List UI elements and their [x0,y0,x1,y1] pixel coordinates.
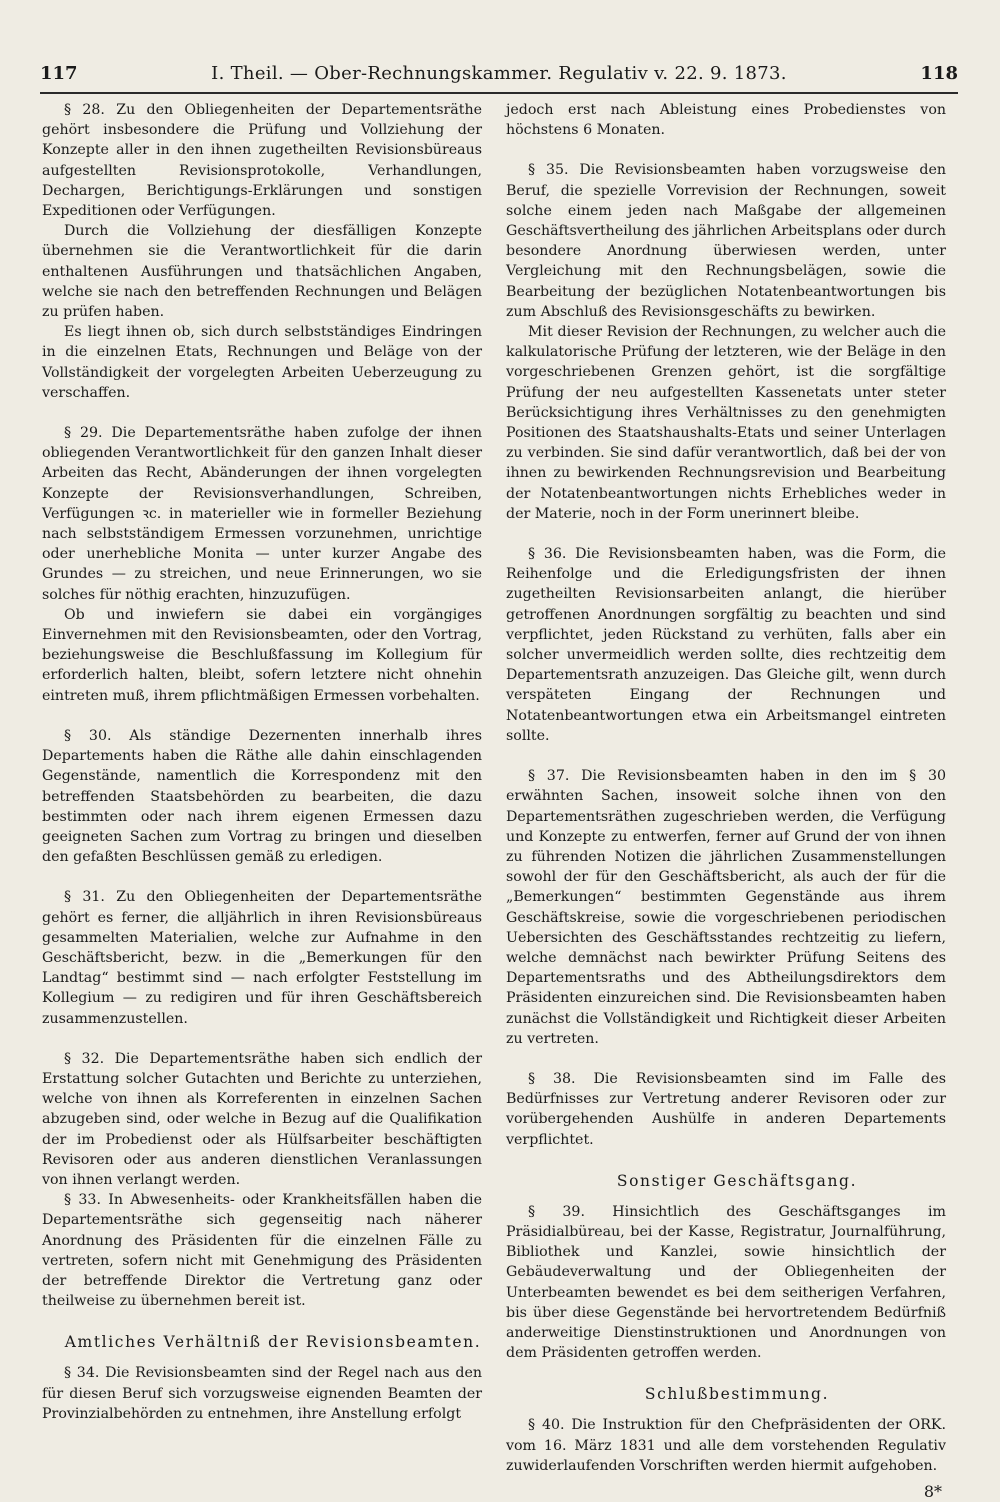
paragraph-28b: Durch die Vollziehung der diesfälligen Konzepte übernehmen sie die Verantwortlichkeit für die darin enthaltenen Ausführungen und thatsächlichen Angaben, welche sie nach den betreffenden Rechnungen und Belägen zu prüfen haben. [42,223,482,321]
page-number-left: 117 [40,63,78,84]
right-column [506,100,946,1502]
paragraph-30: § 30. Als ständige Dezernenten innerhalb ihres Departements haben die Räthe alle dahin einschlagenden Gegenstände, namentlich die Korrespondenz mit den betreffenden Staatsbehörden zu bearbeiten, die dazu bestimmten oder nach ihrem eigenen Ermessen dazu geeigneten Sachen zum Vortrag zu bringen und dieselben den gefaßten Beschlüssen gemäß zu erledigen. [42,727,482,866]
paragraph-33: § 33. In Abwesenheits- oder Krankheitsfällen haben die Departementsräthe sich gegenseitig nach näherer Anordnung des Präsidenten für die einzelnen Fälle zu vertreten, sofern nicht mit Genehmigung des Präsidenten der betreffende Direktor die Vertretung ganz oder theilweise zu übernehmen bereit ist. [42,1192,482,1310]
paragraph-36: § 36. Die Revisionsbeamten haben, was die Form, die Reihenfolge und die Erledigungsfristen der ihnen zugetheilten Revisionsarbeiten anlangt, die hierüber getroffenen Anordnungen sorgfältig zu beachten und sind verpflichtet, jeden Rückstand zu verhüten, falls aber ein solcher unvermeidlich werden sollte, dies rechtzeitig dem Departementsrath anzuzeigen. Das Gleiche gilt, wenn durch verspäteten Eingang der Rechnungen und Notatenbeantwortungen etwa ein Arbeitsmangel eintreten sollte. [506,546,946,744]
paragraph-34: § 34. Die Revisionsbeamten sind der Regel nach aus den für diesen Beruf sich vorzugsweise eignenden Beamten der Provinzialbehörden zu entnehmen, ihre Anstellung erfolgt [42,1365,482,1422]
header-rule [40,92,958,94]
paragraph-32: § 32. Die Departementsräthe haben sich endlich der Erstattung solcher Gutachten und Berichte zu unterziehen, welche von ihnen als Korreferenten in einzelnen Sachen abzugeben sind, oder welche in Bezug auf die Qualifikation der im Probedienst oder als Hülfsarbeiter beschäftigten Revisoren oder aus anderen dienstlichen Veranlassungen von ihnen verlangt werden. [42,1050,482,1188]
paragraph-37: § 37. Die Revisionsbeamten haben in den im § 30 erwähnten Sachen, insoweit solche ihnen von den Departementsräthen zugeschrieben werden, die Verfügung und Konzepte zu entwerfen, ferner auf Grund der von ihnen zu führenden Notizen die jährlichen Zusammenstellungen sowohl der für den Geschäftsbericht, als auch der für die „Bemerkungen“ bestimmten Gegenstände aus ihrem Geschäftskreise, sowie die vorgeschriebenen periodischen Uebersichten des Geschäftsstandes rechtzeitig zu liefern, welche demnächst nach bewirkter Prüfung Seitens des Departementsraths und des Abtheilungsdirektors dem Präsidenten einzureichen sind. Die Revisionsbeamten haben zunächst die Vollständigkeit und Richtigkeit dieser Arbeiten zu vertreten. [506,768,946,1047]
paragraph-38: § 38. Die Revisionsbeamten sind im Falle des Bedürfnisses zur Vertretung anderer Revisoren oder zur vorübergehenden Aushülfe in anderen Departements verpflichtet. [506,1070,946,1148]
signature-mark: 8* [923,1481,942,1501]
paragraph-34-continued: jedoch erst nach Ableistung eines Probedienstes von höchstens 6 Monaten. [506,102,946,139]
paragraph-35a: § 35. Die Revisionsbeamten haben vorzugsweise den Beruf, die spezielle Vorrevision der Rechnungen, soweit solche einem jeden nach Maßgabe der allgemeinen Geschäftsvertheilung des jährlichen Arbeitsplans oder durch besondere Anordnung überwiesen werden, unter Vergleichung mit den Rechnungsbelägen, sowie die Bearbeitung der bezüglichen Notatenbeantwortungen bis zum Abschluß des Revisionsgeschäfts zu bewirken. [506,162,946,320]
section-heading-schluss: Schlußbestimmung. [644,1385,830,1404]
paragraph-35b: Mit dieser Revision der Rechnungen, zu welcher auch die kalkulatorische Prüfung der letzteren, wie der Beläge in den vorgeschriebenen Grenzen gehört, ist die sorgfältige Prüfung der neu aufgestellten Kassenetats unter steter Berücksichtigung ihres Verhältnisses zu den genehmigten Positionen des Staatshaushalts-Etats und seiner Unterlagen zu verbinden. Sie sind dafür verantwortlich, daß bei der von ihnen zu bewirkenden Rechnungsrevision und Bearbeitung der Notatenbeantwortungen nichts Erhebliches weder in der Materie, noch in der Form unerinnert bleibe. [506,324,946,522]
page-number-right: 118 [920,63,958,84]
section-heading-sonstiger: Sonstiger Geschäftsgang. [616,1171,858,1190]
paragraph-31: § 31. Zu den Obliegenheiten der Departementsräthe gehört es ferner, die alljährlich in ihren Revisionsbüreaus gesammelten Materialien, welche zur Aufnahme in den Geschäftsbericht, bezw. in die „Bemerkungen für den Landtag“ bestimmt sind — nach erfolgter Feststellung im Kollegium — zu redigiren und für ihren Geschäftsbereich zusammenzustellen. [42,889,482,1027]
paragraph-39: § 39. Hinsichtlich des Geschäftsganges im Präsidialbüreau, bei der Kasse, Registratur, Journalführung, Bibliothek und Kanzlei, sowie hinsichtlich der Gebäudeverwaltung und der Obliegenheiten der Unterbeamten bewendet es bei dem seitherigen Verfahren, bis über diese Gegenstände bei hervortretendem Bedürfniß anderweitige Dienstinstruktionen und Anordnungen von dem Präsidenten getroffen werden. [506,1203,946,1362]
paragraph-29b: Ob und inwiefern sie dabei ein vorgängiges Einvernehmen mit den Revisionsbeamten, oder den Vortrag, beziehungsweise die Beschlußfassung im Kollegium für erforderlich halten, bleibt, sofern letztere nicht ohnehin eintreten muß, ihrem pflichtmäßigen Ermessen vorbehalten. [42,606,482,704]
left-column [42,100,482,1424]
paragraph-28c: Es liegt ihnen ob, sich durch selbstständiges Eindringen in die einzelnen Etats, Rechnungen und Beläge von der Vollständigkeit der vorgelegten Arbeiten Ueberzeugung zu verschaffen. [42,324,482,401]
paragraph-29a: § 29. Die Departementsräthe haben zufolge der ihnen obliegenden Verantwortlichkeit für den ganzen Inhalt dieser Arbeiten das Recht, Abänderungen der ihnen vorgelegten Konzepte der Revisionsverhandlungen, Schreiben, Verfügungen ꝛc. in materieller wie in formeller Beziehung nach selbstständigem Ermessen vorzunehmen, unrichtige oder unerhebliche Monita — unter kurzer Angabe des Grundes — zu streichen, und neue Erinnerungen, wo sie solches für nöthig erachten, hinzuzufügen. [42,425,482,603]
paragraph-28a: § 28. Zu den Obliegenheiten der Departementsräthe gehört insbesondere die Prüfung und Vollziehung der Konzepte aller in den ihnen zugetheilten Revisionsbüreaus aufgestellten Revisionsprotokolle, Verhandlungen, Dechargen, Berichtigungs-Erklärungen und sonstigen Expeditionen oder Verfügungen. [42,102,482,220]
running-title: I. Theil. — Ober-Rechnungskammer. Regulativ v. 22. 9. 1873. [211,63,787,84]
section-heading-amtliches: Amtliches Verhältniß der Revisionsbeamten. [64,1333,482,1352]
page-header [40,60,958,88]
paragraph-40: § 40. Die Instruktion für den Chefpräsidenten der ORK. vom 16. März 1831 und alle dem vorstehenden Regulativ zuwiderlaufenden Vorschriften werden hiermit aufgehoben. [506,1417,946,1474]
